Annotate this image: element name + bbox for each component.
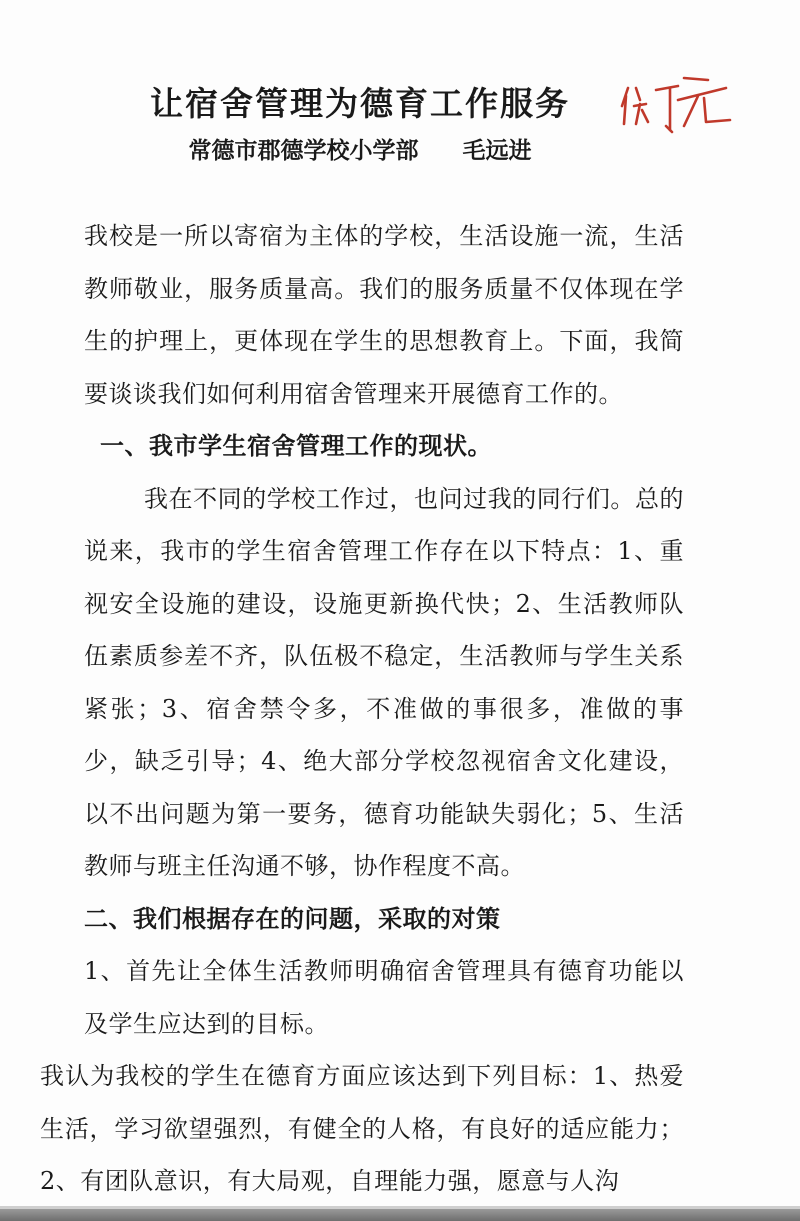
byline	[0, 132, 720, 165]
section-heading-1: 一、我市学生宿舍管理工作的现状。	[100, 431, 492, 460]
handwritten-annotation	[618, 66, 738, 136]
section-heading-2: 二、我们根据存在的问题，采取的对策	[84, 903, 501, 933]
document-title: 让宿舍管理为德育工作服务	[150, 84, 570, 123]
organization-name: 常德市郡德学校小学部	[188, 137, 419, 164]
author-name: 毛远进	[462, 137, 532, 164]
paragraph-goals: 我认为我校的学生在德育方面应该达到下列目标：1、热爱生活，学习欲望强烈，有健全的人格，有良好的适应能力；2、有团队意识，有大局观，自理能力强，愿意与人沟	[40, 1062, 684, 1195]
paragraph-status: 我在不同的学校工作过，也问过我的同行们。总的说来，我市的学生宿舍管理工作存在以下特点：1、重视安全设施的建设，设施更新换代快；2、生活教师队伍素质参差不齐，队伍极不稳定，生活教师与学生关系紧张；3、宿舍禁令多，不准做的事很多，准做的事少，缺乏引导；4、绝大部分学校忽视宿舍文化建设，以不出问题为第一要务，德育功能缺失弱化；5、生活教师与班主任沟通不够，协作程度不高。	[84, 484, 684, 880]
paragraph-measure-1: 1、首先让全体生活教师明确宿舍管理具有德育功能以及学生应达到的目标。	[84, 957, 684, 1038]
paragraph-intro: 我校是一所以寄宿为主体的学校，生活设施一流，生活教师敬业，服务质量高。我们的服务质量不仅体现在学生的护理上，更体现在学生的思想教育上。下面，我简要谈谈我们如何利用宿舍管理来开展德育工作的。	[84, 222, 684, 408]
document-body	[40, 210, 684, 1208]
scan-edge	[0, 1209, 800, 1221]
